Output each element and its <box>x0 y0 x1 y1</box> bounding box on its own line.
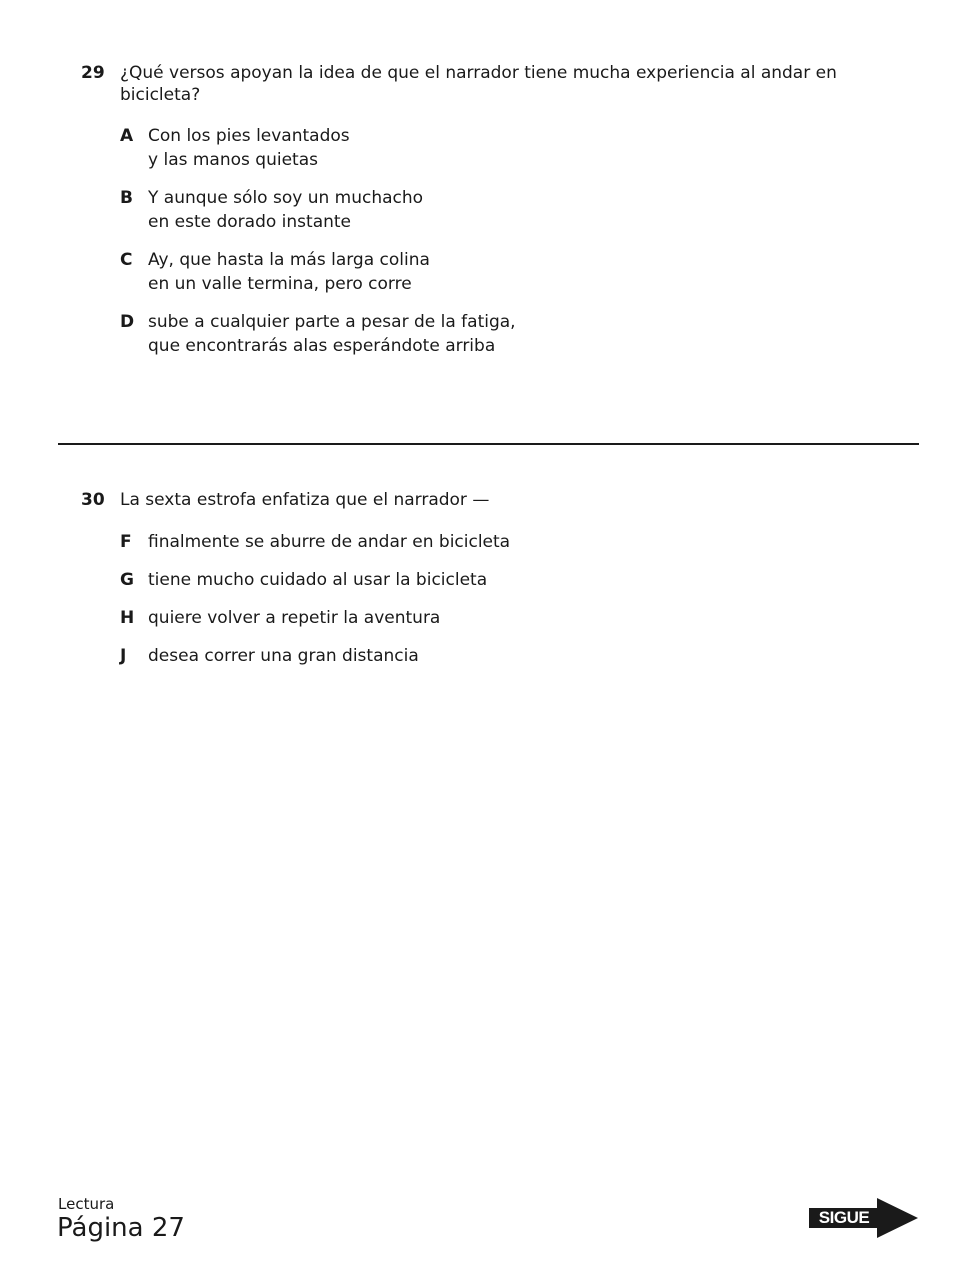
option-line: tiene mucho cuidado al usar la bicicleta <box>148 570 488 590</box>
page-number: Página 27 <box>57 1213 185 1243</box>
option-line: quiere volver a repetir la aventura <box>148 608 441 628</box>
continue-label: SIGUE <box>812 1208 876 1228</box>
option-text <box>148 644 419 668</box>
option-letter: B <box>120 188 133 208</box>
option-text <box>148 248 430 296</box>
option-text <box>148 124 350 172</box>
option-letter: H <box>120 608 135 628</box>
option-line: Con los pies levantados <box>148 126 350 146</box>
stem-line: ¿Qué versos apoyan la idea de que el narrador tiene mucha experiencia al andar en <box>120 63 837 83</box>
option-line: finalmente se aburre de andar en bicicleta <box>148 532 511 552</box>
option-line: y las manos quietas <box>148 150 318 170</box>
option-text <box>148 606 440 630</box>
option-line: sube a cualquier parte a pesar de la fatiga, <box>148 312 516 332</box>
option-letter: D <box>120 312 135 332</box>
option-line: desea correr una gran distancia <box>148 646 419 666</box>
option-text <box>148 310 516 358</box>
question-number: 29 <box>81 63 105 83</box>
continue-arrow <box>809 1197 919 1239</box>
stem-line: bicicleta? <box>120 85 201 105</box>
option-letter: A <box>120 126 134 146</box>
option-text <box>148 186 423 234</box>
option-letter: C <box>120 250 133 270</box>
question-number: 30 <box>81 490 105 510</box>
option-letter: F <box>120 532 132 552</box>
option-line: en este dorado instante <box>148 212 352 232</box>
option-line: en un valle termina, pero corre <box>148 274 412 294</box>
option-line: que encontrarás alas esperándote arriba <box>148 336 496 356</box>
footer-subject: Lectura <box>58 1195 115 1213</box>
option-line: Y aunque sólo soy un muchacho <box>148 188 424 208</box>
option-letter: J <box>120 646 127 666</box>
option-letter: G <box>120 570 134 590</box>
option-text <box>148 530 510 554</box>
section-divider <box>58 443 919 445</box>
question-stem <box>120 62 910 106</box>
stem-line: La sexta estrofa enfatiza que el narrador — <box>120 490 490 510</box>
option-text <box>148 568 487 592</box>
option-line: Ay, que hasta la más larga colina <box>148 250 430 270</box>
question-stem <box>120 489 910 511</box>
